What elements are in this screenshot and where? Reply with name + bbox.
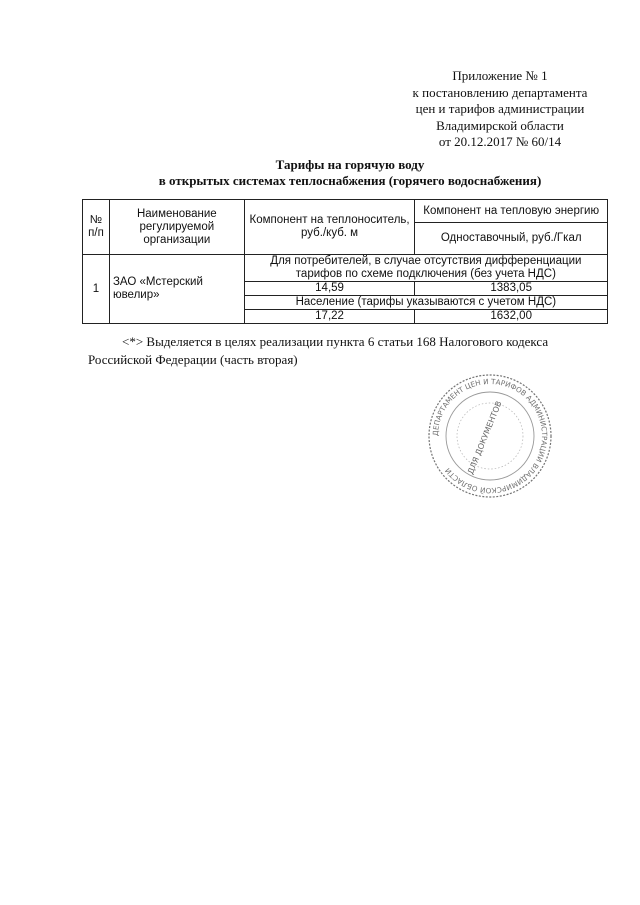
value-water-group-2: 17,22 [244, 310, 415, 324]
appendix-line-1: Приложение № 1 [452, 68, 548, 83]
row-num: 1 [83, 255, 110, 324]
header-single-rate: Одноставочный, руб./Гкал [415, 223, 608, 255]
appendix-line-3: цен и тарифов администрации [415, 101, 585, 116]
stamp-ring-text: ДЕПАРТАМЕНТ ЦЕН И ТАРИФОВ АДМИНИСТРАЦИИ ВЛАДИМИРСКОЙ ОБЛАСТИ [430, 376, 550, 496]
appendix-block [380, 68, 620, 151]
footnote: <*> Выделяется в целях реализации пункта 6 статьи 168 Налогового кодекса Российской Федерации (часть вторая) [88, 334, 549, 367]
appendix-line-5: от 20.12.2017 № 60/14 [438, 134, 562, 149]
group-label-no-differentiation: Для потребителей, в случае отсутствия дифференциации тарифов по схеме подключения (без учета НДС) [244, 255, 607, 282]
header-org: Наименование регулируемой организации [109, 200, 244, 255]
value-energy-group-2: 1632,00 [415, 310, 608, 324]
header-num: № п/п [83, 200, 110, 255]
stamp-center-text: ДЛЯ ДОКУМЕНТОВ [465, 399, 504, 476]
value-energy-group-1: 1383,05 [415, 282, 608, 296]
row-org-name: ЗАО «Мстерский ювелир» [109, 255, 244, 324]
value-water-group-1: 14,59 [244, 282, 415, 296]
header-component-water: Компонент на теплоноситель, руб./куб. м [244, 200, 415, 255]
official-stamp-seal [424, 372, 556, 500]
group-label-population: Население (тарифы указываются с учетом НДС) [244, 296, 607, 310]
appendix-line-4: Владимирской области [436, 117, 564, 133]
appendix-line-2: к постановлению департамента [412, 84, 588, 100]
tariff-table [82, 199, 608, 324]
document-title-line-1: Тарифы на горячую воду [275, 157, 425, 172]
document-title-line-2: в открытых системах теплоснабжения (горячего водоснабжения) [158, 173, 542, 188]
header-component-energy: Компонент на тепловую энергию [415, 200, 608, 223]
